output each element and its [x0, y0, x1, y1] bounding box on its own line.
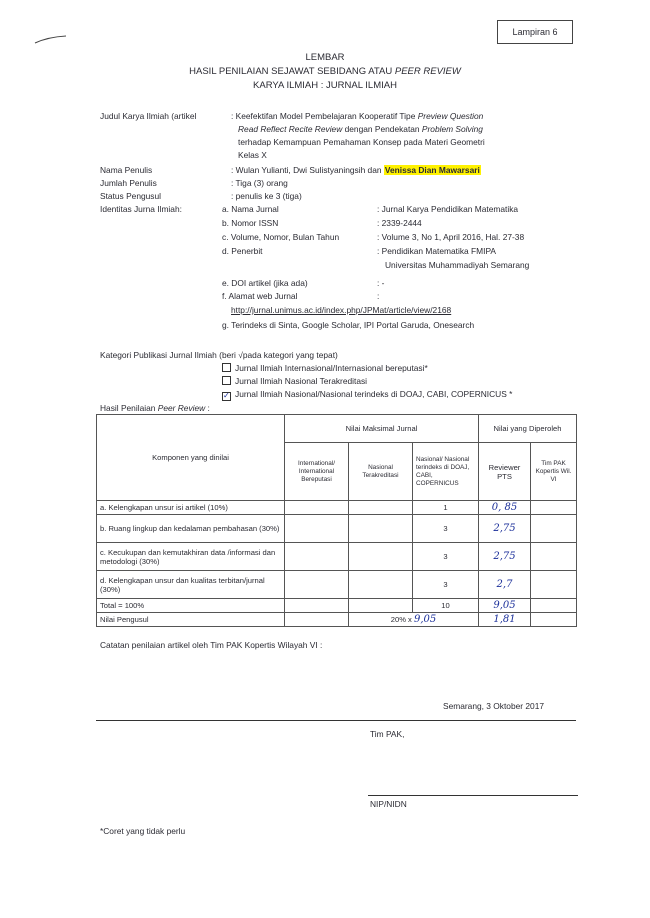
- lampiran-label: Lampiran 6: [512, 27, 558, 37]
- title-line2: HASIL PENILAIAN SEJAWAT SEBIDANG ATAU PEER REVIEW: [189, 66, 461, 77]
- row-max-a: 1: [413, 501, 479, 515]
- judul-value-2: Read Reflect Recite Review dengan Pendekatan Problem Solving: [238, 124, 483, 134]
- pengusul-score: 1,81: [479, 613, 531, 627]
- kategori-option-2: Jurnal Ilmiah Nasional Terakreditasi: [222, 376, 367, 386]
- lampiran-box: [497, 20, 573, 44]
- header-reviewer: Reviewer PTS: [479, 443, 531, 501]
- field-val-d: : Pendidikan Matematika FMIPA: [377, 246, 497, 256]
- tanggal-text: Semarang, 3 Oktober 2017: [443, 701, 545, 711]
- row-max-d: 3: [413, 571, 479, 599]
- status-value: : penulis ke 3 (tiga): [231, 191, 302, 201]
- terindeks-text: g. Terindeks di Sinta, Google Scholar, IPI Portal Garuda, Onesearch: [222, 320, 475, 330]
- table-row: [97, 543, 577, 571]
- header-komponen: Komponen yang dinilai: [97, 415, 285, 501]
- jumlah-value: : Tiga (3) orang: [231, 178, 288, 188]
- field-val-e: : -: [377, 278, 385, 288]
- penilaian-table: [96, 414, 577, 627]
- kategori-option-3: ✓ Jurnal Ilmiah Nasional/Nasional terindeks di DOAJ, CABI, COPERNICUS *: [223, 389, 513, 400]
- nip-label: NIP/NIDN: [370, 799, 407, 809]
- identitas-label: Identitas Jurna Ilmiah:: [100, 204, 182, 214]
- row-label-b: b. Ruang lingkup dan kedalaman pembahasan (30%): [97, 515, 285, 543]
- checkbox-3-checked[interactable]: ✓: [223, 391, 230, 400]
- field-val-f: :: [377, 291, 380, 301]
- judul-label: Judul Karya Ilmiah (artikel: [100, 111, 197, 121]
- jumlah-label: Jumlah Penulis: [100, 178, 157, 188]
- journal-url-link[interactable]: http://jurnal.unimus.ac.id/index.php/JPMat/article/view/2168: [231, 305, 452, 315]
- table-row: [97, 571, 577, 599]
- field-key-e: e. DOI artikel (jika ada): [222, 278, 308, 288]
- row-max-b: 3: [413, 515, 479, 543]
- table-row-pengusul: [97, 613, 577, 627]
- kategori-option-1: Jurnal Ilmiah Internasional/Internasional bereputasi*: [222, 363, 428, 373]
- row-label-d: d. Kelengkapan unsur dan kualitas terbitan/jurnal (30%): [97, 571, 285, 599]
- title-line3: KARYA ILMIAH : JURNAL ILMIAH: [253, 80, 397, 91]
- field-key-d: d. Penerbit: [222, 246, 263, 256]
- pengusul-label: Nilai Pengusul: [97, 613, 285, 627]
- field-key-c: c. Volume, Nomor, Bulan Tahun: [222, 232, 340, 242]
- field-val-a: : Jurnal Karya Pendidikan Matematika: [377, 204, 519, 214]
- pengusul-formula: 20% x 9,05: [349, 613, 479, 627]
- row-max-c: 3: [413, 543, 479, 571]
- row-label-a: a. Kelengkapan unsur isi artikel (10%): [97, 501, 285, 515]
- field-val-d2: Universitas Muhammadiyah Semarang: [385, 260, 530, 270]
- table-row: [97, 501, 577, 515]
- checkbox-2[interactable]: [222, 376, 231, 385]
- row-score-b: 2,75: [479, 515, 531, 543]
- total-label: Total = 100%: [97, 599, 285, 613]
- field-key-f: f. Alamat web Jurnal: [222, 291, 298, 301]
- kategori-label: Kategori Publikasi Jurnal Ilmiah (beri √pada kategori yang tepat): [100, 350, 338, 360]
- header-tim-pak: Tim PAK Kopertis Wil. VI: [531, 443, 577, 501]
- hasil-label: Hasil Penilaian Peer Review :: [100, 403, 210, 413]
- catatan-divider: [96, 720, 576, 721]
- row-score-c: 2,75: [479, 543, 531, 571]
- table-row: [97, 515, 577, 543]
- total-score: 9,05: [479, 599, 531, 613]
- field-key-b: b. Nomor ISSN: [222, 218, 279, 228]
- row-score-d: 2,7: [479, 571, 531, 599]
- total-max: 10: [413, 599, 479, 613]
- table-row-total: [97, 599, 577, 613]
- field-key-a: a. Nama Jurnal: [222, 204, 279, 214]
- nama-label: Nama Penulis: [100, 165, 153, 175]
- checkbox-1[interactable]: [222, 363, 231, 372]
- catatan-text: Catatan penilaian artikel oleh Tim PAK Kopertis Wilayah VI :: [100, 640, 323, 650]
- row-label-c: c. Kecukupan dan kemutakhiran data /informasi dan metodologi (30%): [97, 543, 285, 571]
- tim-pak-text: Tim PAK,: [370, 729, 405, 739]
- header-internasional: International/ International Bereputasi: [285, 443, 349, 501]
- title-line1: LEMBAR: [305, 52, 345, 63]
- status-label: Status Pengusul: [100, 191, 161, 201]
- row-score-a: 0, 85: [479, 501, 531, 515]
- pen-mark-icon: [34, 34, 68, 46]
- header-nasional: Nasional/ Nasional terindeks di DOAJ, CABI, COPERNICUS: [413, 443, 479, 501]
- header-diperoleh: Nilai yang Diperoleh: [479, 415, 577, 443]
- field-val-c: : Volume 3, No 1, April 2016, Hal. 27-38: [377, 232, 525, 242]
- judul-value-1: : Keefektifan Model Pembelajaran Kooperatif Tipe Preview Question: [231, 111, 484, 121]
- signature-line: [368, 795, 578, 796]
- nama-value: : Wulan Yulianti, Dwi Sulistyaningsih dan Venissa Dian Mawarsari: [231, 165, 480, 175]
- header-terakreditasi: Nasional Terakreditasi: [349, 443, 413, 501]
- judul-value-4: Kelas X: [238, 150, 267, 160]
- footnote-text: *Coret yang tidak perlu: [100, 826, 186, 836]
- judul-value-3: terhadap Kemampuan Pemahaman Konsep pada Materi Geometri: [238, 137, 485, 147]
- field-val-b: : 2339-2444: [377, 218, 422, 228]
- header-nilai-maks: Nilai Maksimal Jurnal: [285, 415, 479, 443]
